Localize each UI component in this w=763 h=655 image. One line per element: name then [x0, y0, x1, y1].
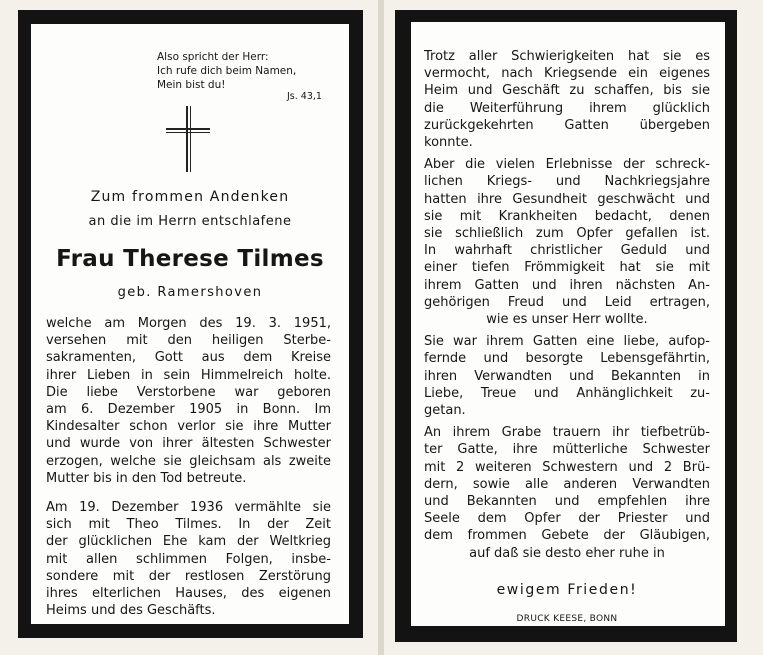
text-line: wie es unser Herr wollte.: [486, 312, 648, 328]
text-line: Kindesalter schon verlor sie ihre Mutter: [46, 419, 331, 435]
text-line: konnte.: [424, 135, 473, 151]
text-line: und Bekannten und empfehlen ihre: [424, 494, 710, 510]
text-line: versehen mit den heiligen Sterbe-: [46, 333, 331, 349]
closing-line: ewigem Frieden!: [496, 582, 638, 598]
text-line: Heim und Geschäft zu schaffen, bis sie: [424, 83, 710, 99]
in-memory-heading: Zum frommen Andenken: [90, 189, 290, 205]
deceased-intro: an die im Herrn entschlafene: [88, 214, 292, 229]
text-line: Heims und des Geschäfts.: [46, 603, 216, 619]
text-line: die Weiterführung ihrem glücklich: [424, 100, 710, 116]
text-line: Seele dem Opfer der Priester und: [424, 511, 710, 527]
biography-paragraph: [46, 315, 331, 487]
text-line: sie mit Krankheiten bedacht, denen: [424, 208, 710, 224]
text-line: auf daß sie desto eher ruhe in: [469, 545, 665, 561]
text-line: Aber die vielen Erlebnisse der schreck-: [424, 157, 710, 173]
text-line: dern, sowie alle anderen Verwandten: [424, 476, 710, 492]
text-line: der glücklichen Ehe kam der Weltkrieg: [46, 534, 331, 550]
marriage-paragraph: [46, 499, 331, 619]
text-line: An ihrem Grabe trauern ihr tiefbetrüb-: [424, 425, 710, 441]
motto-line: Mein bist du!: [157, 79, 226, 91]
text-line: einer tiefen Frömmigkeit hat sie mit: [424, 260, 710, 276]
text-line: sakramenten, Gott aus dem Kreise: [46, 350, 331, 366]
text-line: mit allen schlimmen Folgen, insbe-: [46, 551, 331, 567]
text-line: und wurde von ihrer ältesten Schwester: [46, 436, 331, 452]
text-line: sich mit Theo Tilmes. In der Zeit: [46, 517, 331, 533]
text-line: ihrer Lieben in sein Himmelreich holte.: [46, 367, 331, 383]
text-line: mit 2 weiteren Schwestern und 2 Brü-: [424, 459, 710, 475]
text-line: sie schließlich zum Opfer gefallen ist.: [424, 226, 710, 242]
maiden-name: geb. Ramershoven: [117, 285, 263, 300]
text-line: sondere mit der restlosen Zerstörung: [46, 568, 331, 584]
bible-motto: [157, 50, 296, 92]
text-line: Die liebe Verstorbene war geboren: [46, 384, 331, 400]
text-line: dem frommen Gebete der Gläubigen,: [424, 528, 710, 544]
text-line: ter Gatte, ihre mütterliche Schwester: [424, 442, 710, 458]
deceased-name: Frau Therese Tilmes: [56, 246, 324, 272]
text-line: ihres elterlichen Hauses, des eigenen: [46, 586, 331, 602]
text-line: hatten ihre Gesundheit geschwächt und: [424, 191, 710, 207]
text-line: ihrem Gatten und ihren nächsten An-: [424, 277, 710, 293]
text-line: Trotz aller Schwierigkeiten hat sie es: [424, 49, 710, 64]
text-line: fernde und besorgte Lebensgefährtin,: [424, 351, 710, 367]
text-line: In wahrhaft christlicher Geduld und: [424, 243, 710, 259]
motto-line: Ich rufe dich beim Namen,: [157, 65, 297, 77]
text-line: Am 19. Dezember 1936 vermählte sie: [46, 500, 331, 515]
text-line: am 6. Dezember 1905 in Bonn. Im: [46, 402, 331, 418]
text-line: Mutter bis in den Tod betreute.: [46, 470, 247, 486]
text-line: getan.: [424, 403, 466, 419]
motto-reference: Js. 43,1: [287, 91, 322, 102]
motto-line: Also spricht der Herr:: [157, 51, 269, 63]
text-line: gehörigen Freud und Leid ertragen,: [424, 294, 710, 310]
right-text-column: [424, 48, 710, 562]
printer-imprint: DRUCK KEESE, BONN: [516, 614, 618, 624]
text-line: Sie war ihrem Gatten eine liebe, aufop-: [424, 334, 710, 350]
text-line: zurückgekehrten Gatten übergeben: [424, 117, 710, 133]
text-line: Liebe, Treue und Anhänglichkeit zu-: [424, 385, 710, 401]
text-line: welche am Morgen des 19. 3. 1951,: [46, 316, 331, 331]
text-line: vermocht, nach Kriegsende ein eigenes: [424, 66, 710, 82]
cross-icon: [166, 106, 210, 172]
text-line: ihren Verwandten und Bekannten in: [424, 368, 710, 384]
text-line: lichen Kriegs- und Nachkriegsjahre: [424, 174, 710, 190]
text-line: erzogen, welche sie gleichsam als zweite: [46, 453, 331, 469]
